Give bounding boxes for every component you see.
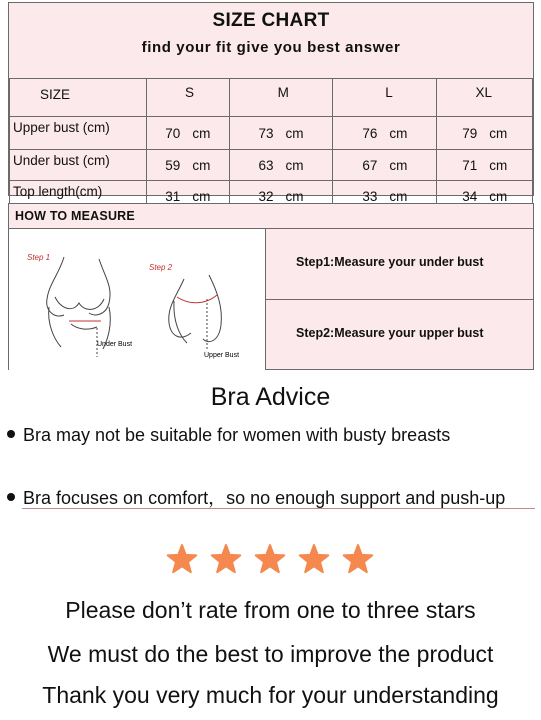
header-m: M (229, 79, 333, 117)
measure-step-2 (266, 300, 533, 370)
cell-value: 71 cm (437, 150, 533, 181)
size-chart-subtitle: find your fit give you best answer (141, 39, 401, 56)
cell-value: 67 cm (333, 150, 437, 181)
measure-step-1 (266, 229, 533, 300)
header-xl: XL (437, 79, 533, 117)
under-bust-label: Under Bust (97, 341, 133, 348)
header-s: S (147, 79, 230, 117)
advice-bullet (7, 425, 450, 446)
cell-value: 31 cm (147, 181, 230, 212)
cell-value: 59 cm (147, 150, 230, 181)
row-label: Upper bust (cm) (10, 117, 147, 150)
cell-value: 34 cm (437, 181, 533, 212)
size-chart (8, 2, 534, 204)
star-icon (342, 544, 374, 576)
cell-value: 70 cm (147, 117, 230, 150)
rating-message: Please don’t rate from one to three stars (65, 597, 476, 623)
how-to-measure-heading: HOW TO MEASURE (15, 209, 135, 223)
step2-text: Step2:Measure your upper bust (296, 326, 484, 340)
step1-image-label: Step 1 (27, 253, 51, 262)
upper-bust-label: Upper Bust (204, 352, 240, 359)
table-row (10, 117, 533, 150)
star-icon (210, 544, 242, 576)
step2-image-label: Step 2 (149, 263, 173, 272)
rating-message: We must do the best to improve the product (47, 641, 494, 667)
how-to-measure (8, 203, 534, 370)
cell-value: 73 cm (229, 117, 333, 150)
measure-illustration (9, 229, 266, 370)
table-header-row (10, 79, 533, 117)
cell-value: 76 cm (333, 117, 437, 150)
rating-message: Thank you very much for your understanding (42, 682, 499, 708)
bullet-dot-icon (7, 430, 15, 438)
star-icon (254, 544, 286, 576)
header-size: SIZE (10, 79, 147, 117)
star-rating (166, 544, 376, 576)
measure-grid (9, 228, 533, 370)
row-label: Top length(cm) (10, 181, 147, 212)
cell-value: 32 cm (229, 181, 333, 212)
size-table (9, 78, 533, 212)
header-l: L (333, 79, 437, 117)
advice-bullet-text: Bra may not be suitable for women with busty breasts (23, 425, 451, 445)
advice-bullet (7, 484, 505, 510)
cell-value: 33 cm (333, 181, 437, 212)
step1-text: Step1:Measure your under bust (296, 255, 484, 269)
body-sketch-icon (9, 229, 265, 370)
table-row (10, 150, 533, 181)
star-icon (298, 544, 330, 576)
star-icon (166, 544, 198, 576)
advice-title: Bra Advice (210, 383, 331, 411)
cell-value: 63 cm (229, 150, 333, 181)
advice-bullet-text: Bra focuses on comfort，so no enough support and push-up (23, 488, 506, 508)
bullet-dot-icon (7, 493, 15, 501)
size-chart-title: SIZE CHART (212, 10, 330, 31)
divider (22, 508, 535, 509)
cell-value: 79 cm (437, 117, 533, 150)
row-label: Under bust (cm) (10, 150, 147, 181)
